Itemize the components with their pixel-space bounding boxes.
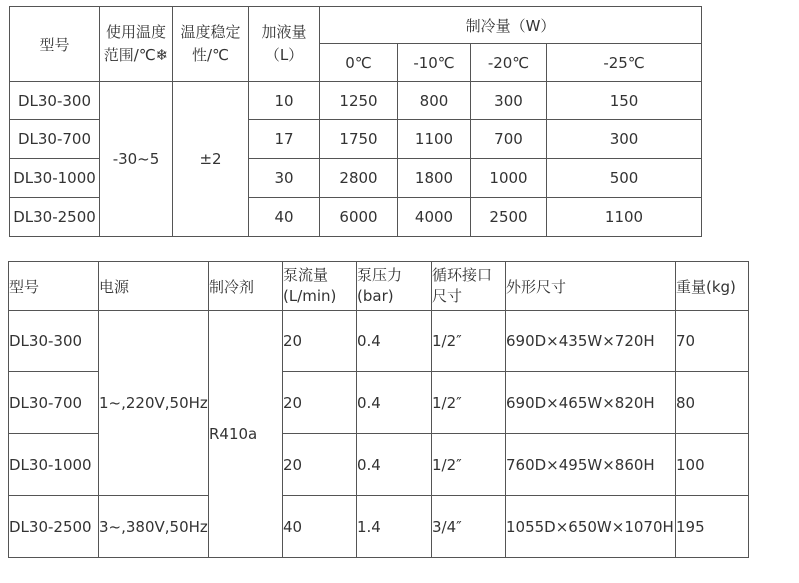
cooling-minus20c-cell: 1000	[471, 159, 547, 198]
cooling-minus25c-cell: 150	[547, 82, 702, 120]
port-size-cell: 1/2″	[432, 311, 506, 372]
cooling-0c-cell: 1750	[320, 120, 398, 159]
cooling-0c-cell: 2800	[320, 159, 398, 198]
fill-volume-cell: 40	[249, 198, 320, 237]
model-cell: DL30-300	[9, 311, 99, 372]
dimensions-cell: 760D×495W×860H	[506, 434, 676, 496]
cooling-minus25c-cell: 500	[547, 159, 702, 198]
weight-cell: 195	[676, 496, 749, 558]
pump-flow-cell: 20	[283, 311, 357, 372]
model-cell: DL30-1000	[9, 434, 99, 496]
cooling-minus20c-cell: 700	[471, 120, 547, 159]
model-cell: DL30-1000	[10, 159, 100, 198]
model-cell: DL30-2500	[9, 496, 99, 558]
cooling-minus20c-header: -20℃	[471, 44, 547, 82]
fill-volume-cell: 30	[249, 159, 320, 198]
power-3ph-cell: 3~,380V,50Hz	[99, 496, 209, 558]
temp-range-value: -30~5	[100, 82, 173, 237]
temp-range-header: 使用温度范围/℃❄	[100, 7, 173, 82]
cooling-capacity-header: 制冷量（W）	[320, 7, 702, 44]
cooling-minus10c-cell: 4000	[398, 198, 471, 237]
cooling-minus25c-cell: 300	[547, 120, 702, 159]
fill-volume-cell: 10	[249, 82, 320, 120]
port-size-cell: 3/4″	[432, 496, 506, 558]
model-header: 型号	[9, 262, 99, 311]
cooling-minus25c-header: -25℃	[547, 44, 702, 82]
cooling-minus20c-cell: 300	[471, 82, 547, 120]
refrigerant-header: 制冷剂	[209, 262, 283, 311]
pump-pressure-cell: 0.4	[357, 372, 432, 434]
pump-flow-header: 泵流量(L/min)	[283, 262, 357, 311]
port-size-cell: 1/2″	[432, 434, 506, 496]
cooling-0c-header: 0℃	[320, 44, 398, 82]
model-cell: DL30-700	[9, 372, 99, 434]
fill-volume-cell: 17	[249, 120, 320, 159]
weight-header: 重量(kg)	[676, 262, 749, 311]
dimensions-cell: 1055D×650W×1070H	[506, 496, 676, 558]
model-cell: DL30-300	[10, 82, 100, 120]
weight-cell: 70	[676, 311, 749, 372]
cooling-minus10c-cell: 800	[398, 82, 471, 120]
temp-stability-value: ±2	[173, 82, 249, 237]
cooling-capacity-table	[9, 6, 702, 237]
power-1ph-cell: 1~,220V,50Hz	[99, 311, 209, 496]
pump-pressure-cell: 0.4	[357, 434, 432, 496]
port-size-header: 循环接口尺寸	[432, 262, 506, 311]
temp-stability-header: 温度稳定性/℃	[173, 7, 249, 82]
cooling-minus20c-cell: 2500	[471, 198, 547, 237]
model-cell: DL30-2500	[10, 198, 100, 237]
dimensions-cell: 690D×465W×820H	[506, 372, 676, 434]
table-row	[9, 496, 749, 558]
power-header: 电源	[99, 262, 209, 311]
pump-flow-cell: 20	[283, 372, 357, 434]
cooling-minus10c-header: -10℃	[398, 44, 471, 82]
cooling-minus25c-cell: 1100	[547, 198, 702, 237]
refrigerant-cell: R410a	[209, 311, 283, 558]
dimensions-header: 外形尺寸	[506, 262, 676, 311]
cooling-minus10c-cell: 1100	[398, 120, 471, 159]
pump-pressure-cell: 0.4	[357, 311, 432, 372]
cooling-0c-cell: 6000	[320, 198, 398, 237]
table-row	[9, 311, 749, 372]
pump-pressure-header: 泵压力(bar)	[357, 262, 432, 311]
weight-cell: 100	[676, 434, 749, 496]
model-header: 型号	[10, 7, 100, 82]
pump-flow-cell: 20	[283, 434, 357, 496]
pump-pressure-cell: 1.4	[357, 496, 432, 558]
port-size-cell: 1/2″	[432, 372, 506, 434]
specifications-table	[8, 261, 749, 558]
pump-flow-cell: 40	[283, 496, 357, 558]
cooling-minus10c-cell: 1800	[398, 159, 471, 198]
dimensions-cell: 690D×435W×720H	[506, 311, 676, 372]
table-row	[10, 82, 702, 120]
cooling-0c-cell: 1250	[320, 82, 398, 120]
model-cell: DL30-700	[10, 120, 100, 159]
weight-cell: 80	[676, 372, 749, 434]
fill-volume-header: 加液量（L）	[249, 7, 320, 82]
